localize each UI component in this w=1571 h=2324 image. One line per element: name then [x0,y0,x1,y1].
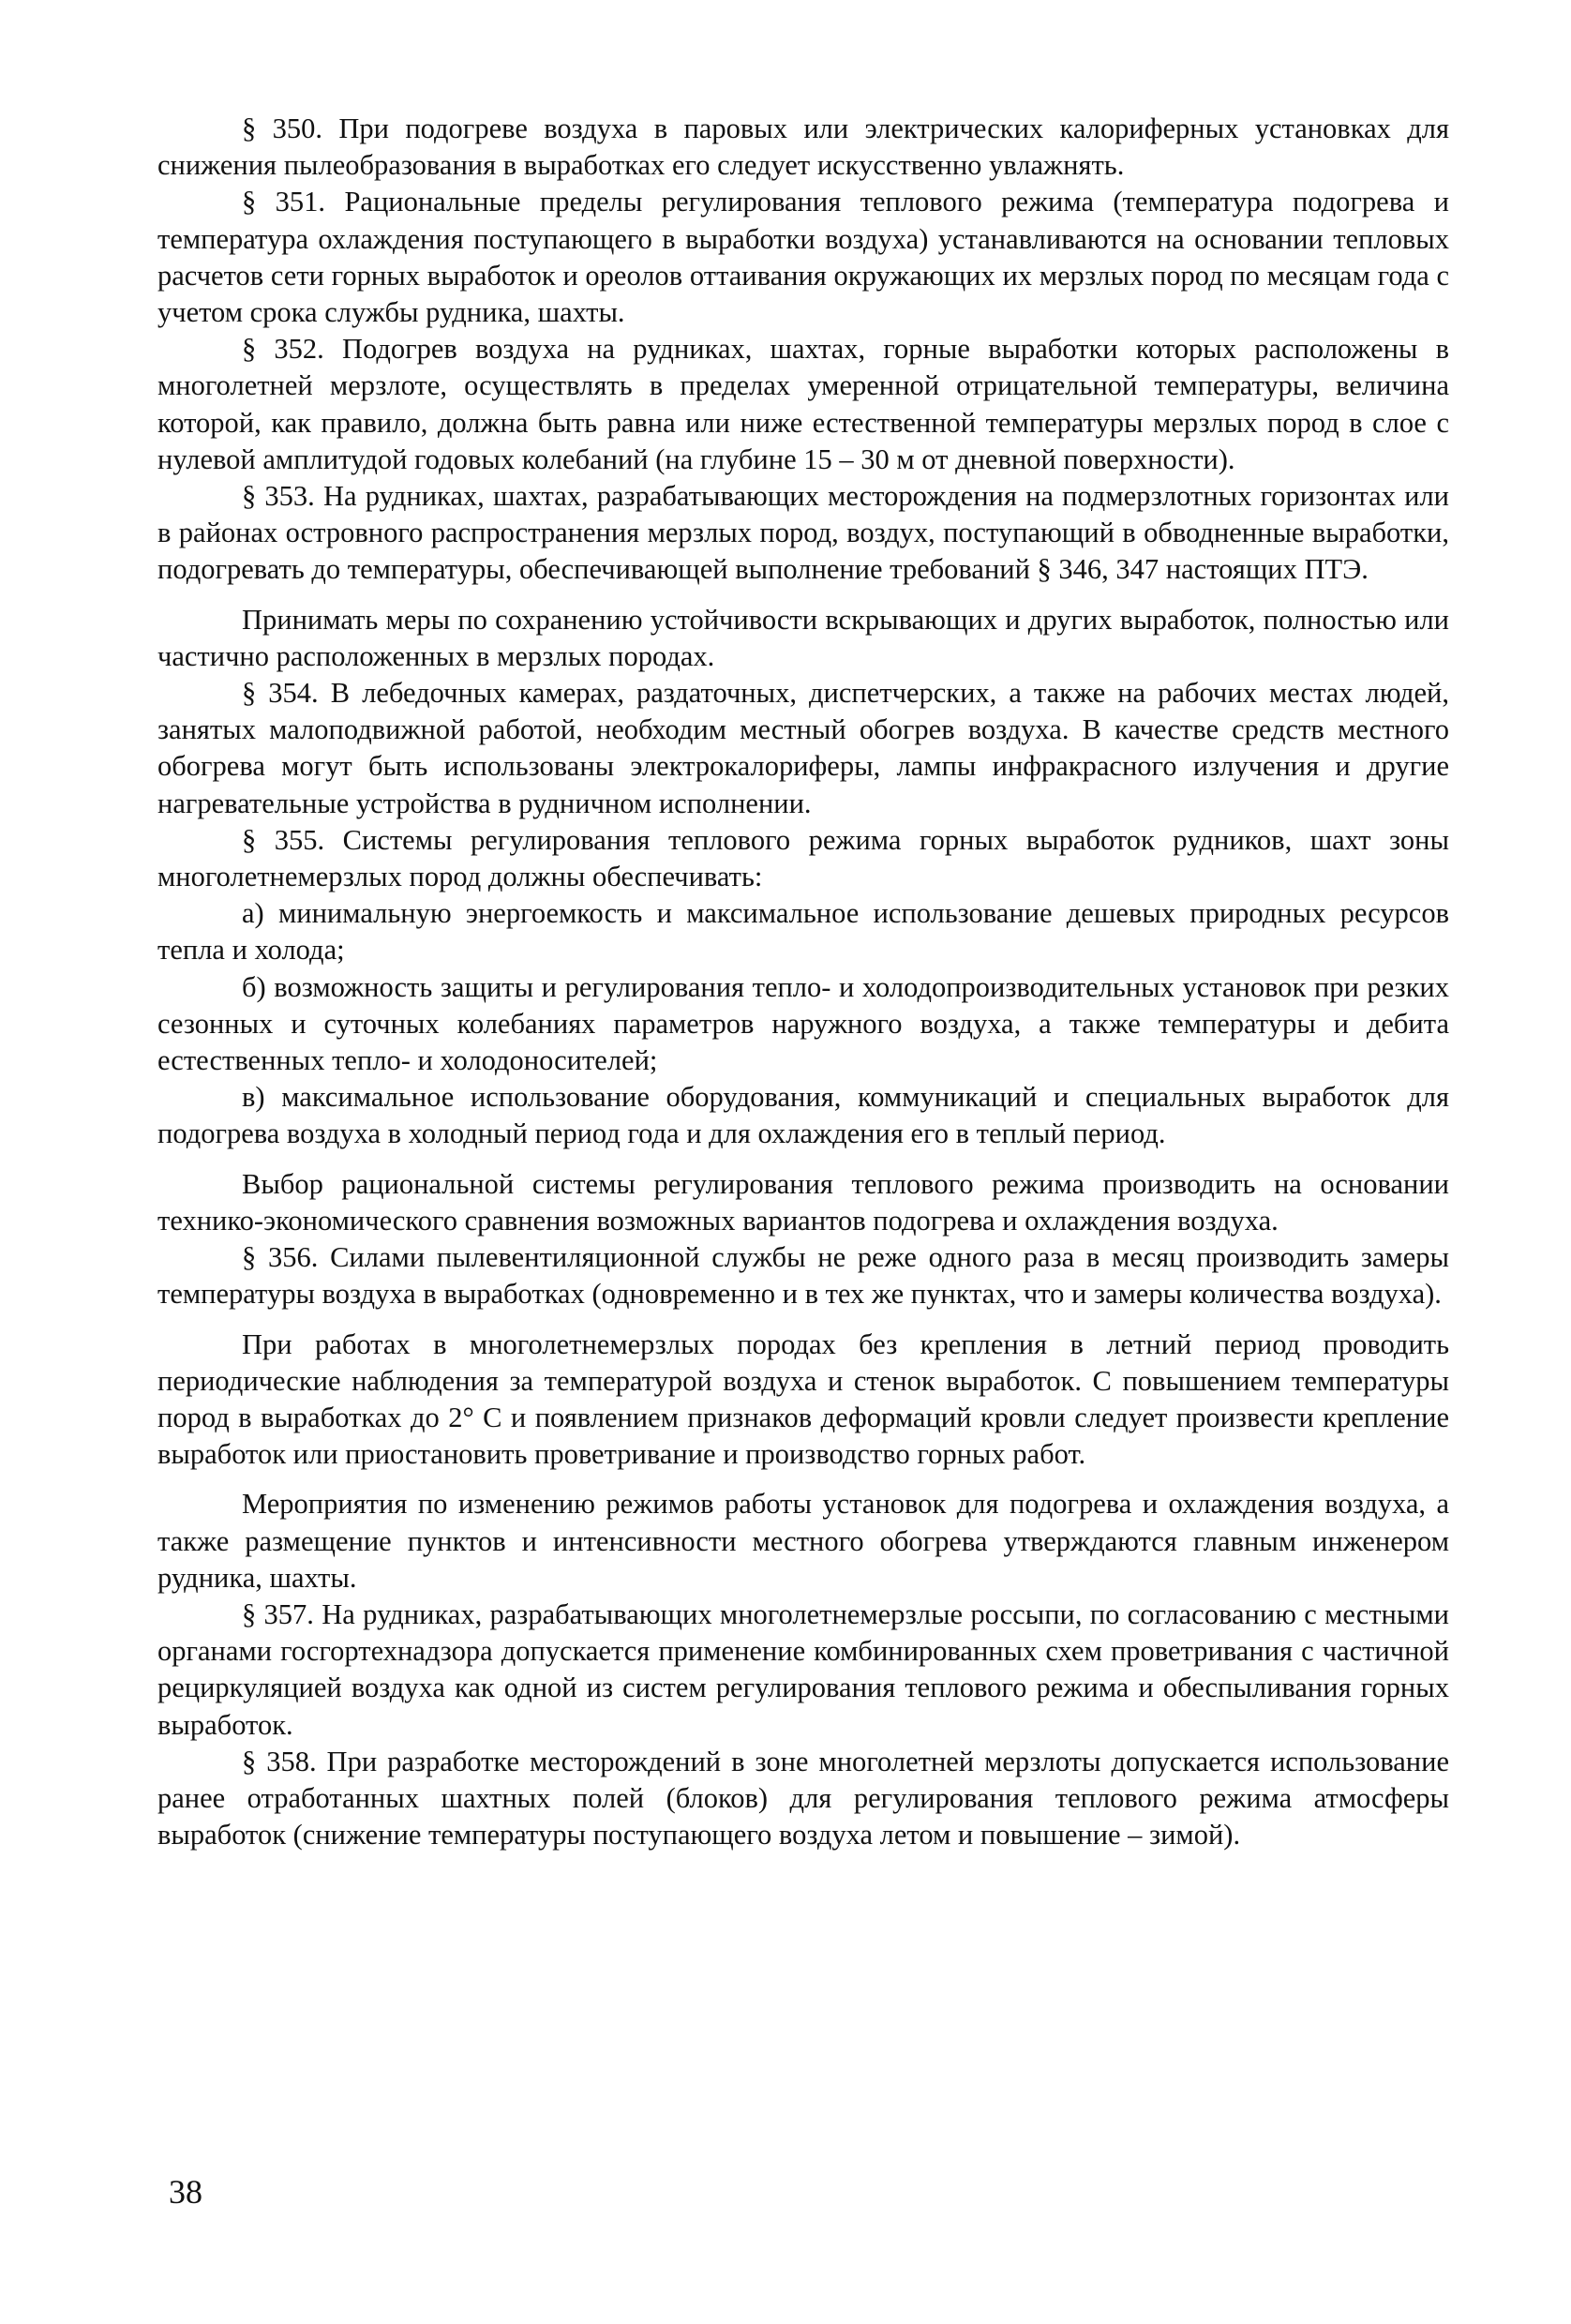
list-item-a: а) минимальную энергоемкость и максимальное использование дешевых природных ресурсов тепла и холода; [157,897,1449,967]
paragraph-356-continuation-2: Мероприятия по изменению режимов работы установок для подогрева и охлаждения воздуха, а также размещение пунктов и интенсивности местного обогрева утверждаются главным инженером рудника, шахты. [157,1488,1449,1594]
paragraph-356-continuation-1: При работах в многолетнемерзлых породах без крепления в летний период проводить периодические наблюдения за температурой воздуха и стенок выработок. С повышением температуры пород в выработках до 2° С и появлением признаков деформаций кровли следует произвести крепление выработок или приостановить проветривание и производство горных работ. [157,1327,1449,1471]
paragraph-350: § 350. При подогреве воздуха в паровых или электрических калориферных установках для снижения пылеобразования в выработках его следует искусственно увлажнять. [157,112,1449,182]
paragraph-353-continuation: Принимать меры по сохранению устойчивости вскрывающих и других выработок, полностью или частично расположенных в мерзлых породах. [157,603,1449,672]
paragraph-354: § 354. В лебедочных камерах, раздаточных, диспетчерских, а также на рабочих местах людей, занятых малоподвижной работой, необходим местный обогрев воздуха. В качестве средств местного обогрева могут быть использованы электрокалориферы, лампы инфракрасного излучения и другие нагревательные устройства в рудничном исполнении. [157,677,1449,819]
paragraph-357: § 357. На рудниках, разрабатывающих многолетнемерзлые россыпи, по согласованию с местными органами госгортехнадзора допускается применение комбинированных схем проветривания с частичной рециркуляцией воздуха как одной из систем регулирования теплового режима и обеспыливания горных выработок. [157,1597,1449,1741]
paragraph-351: § 351. Рациональные пределы регулирования теплового режима (температура подогрева и температура охлаждения поступающего в выработки воздуха) устанавливаются на основании тепловых расчетов сети горных выработок и ореолов оттаивания окружающих их мерзлых пород по месяцам года с учетом срока службы рудника, шахты. [157,186,1449,329]
paragraph-355: § 355. Системы регулирования теплового режима горных выработок рудников, шахт зоны многолетнемерзлых пород должны обеспечивать: [157,823,1449,893]
paragraph-356: § 356. Силами пылевентиляционной службы не реже одного раза в месяц производить замеры температуры воздуха в выработках (одновременно и в тех же пунктах, что и замеры количества воздуха). [157,1241,1449,1311]
paragraph-358: § 358. При разработке месторождений в зоне многолетней мерзлоты допускается использование ранее отработанных шахтных полей (блоков) для регулирования теплового режима атмосферы выработок (снижение температуры поступающего воздуха летом и повышение – зимой). [157,1745,1449,1852]
paragraph-355-continuation: Выбор рациональной системы регулирования теплового режима производить на основании технико-экономического сравнения возможных вариантов подогрева и охлаждения воздуха. [157,1167,1449,1237]
paragraph-353: § 353. На рудниках, шахтах, разрабатывающих месторождения на подмерзлотных горизонтах или в районах островного распространения мерзлых пород, воздух, поступающий в обводненные выработки, подогревать до температуры, обеспечивающей выполнение требований § 346, 347 настоящих ПТЭ. [157,480,1449,586]
list-item-b: б) возможность защиты и регулирования тепло- и холодопроизводительных установок при резких сезонных и суточных колебаниях параметров наружного воздуха, а также температуры и дебита естественных тепло- и холодоносителей; [157,970,1449,1077]
body-text [157,111,1449,1853]
page-number: 38 [169,2173,202,2211]
list-item-c: в) максимальное использование оборудования, коммуникаций и специальных выработок для подогрева воздуха в холодный период года и для охлаждения его в теплый период. [157,1081,1449,1150]
paragraph-352: § 352. Подогрев воздуха на рудниках, шахтах, горные выработки которых расположены в многолетней мерзлоте, осуществлять в пределах умеренной отрицательной температуры, величина которой, как правило, должна быть равна или ниже естественной температуры мерзлых пород в слое с нулевой амплитудой годовых колебаний (на глубине 15 – 30 м от дневной поверхности). [157,333,1449,475]
